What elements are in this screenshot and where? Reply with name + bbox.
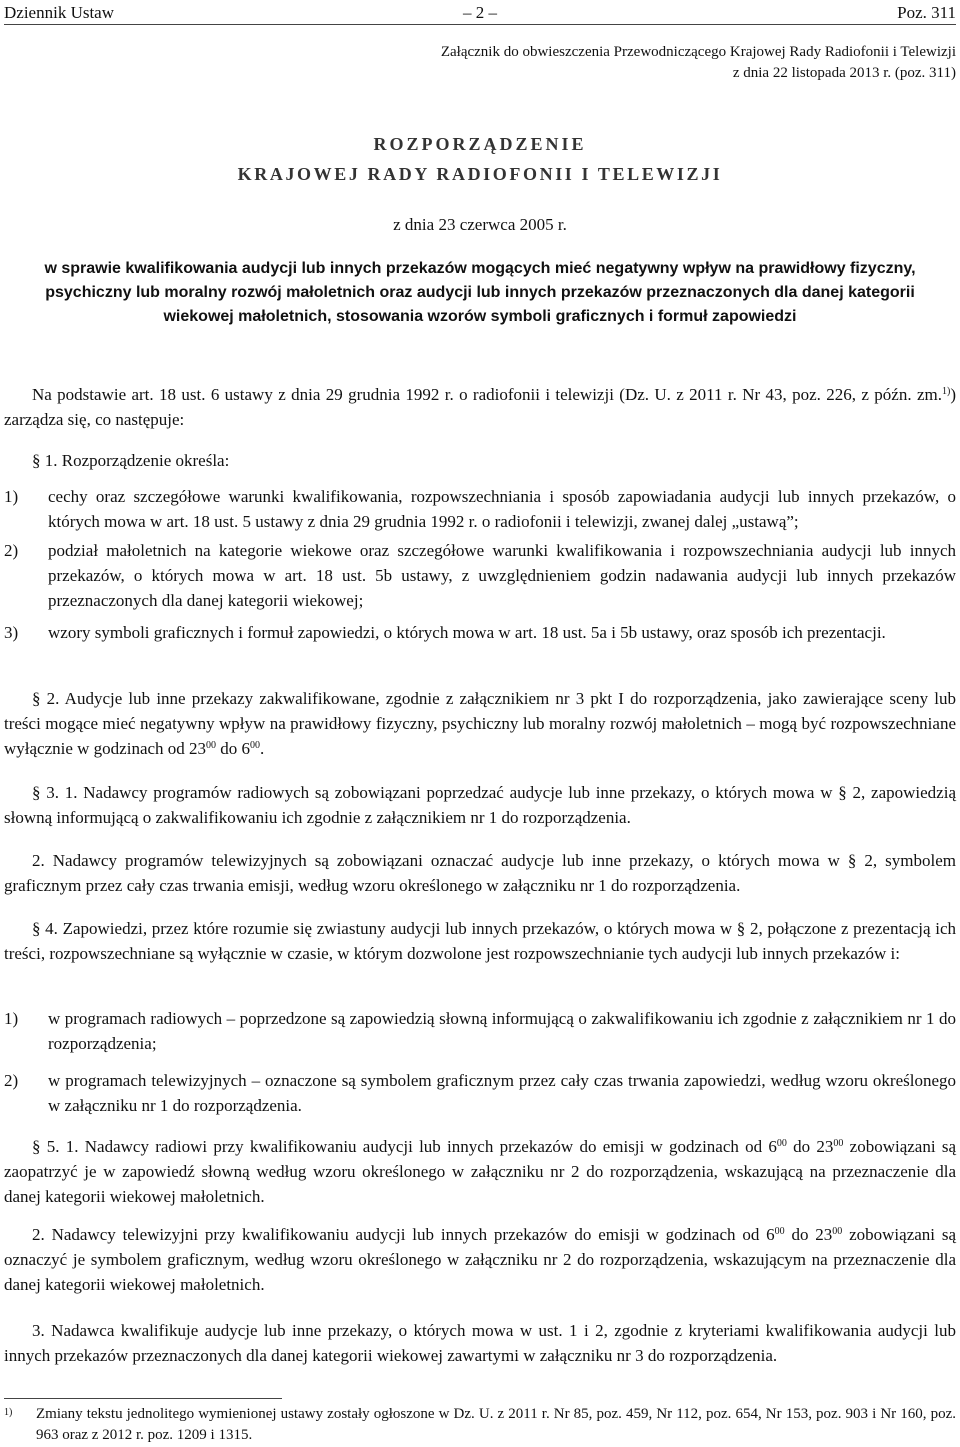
footnote-text: Zmiany tekstu jednolitego wymienionej ustawy zostały ogłoszone w Dz. U. z 2011 r. Nr 85, poz. 459, Nr 112, poz. 654, Nr 153, poz. 903 i Nr 160, poz. 963 oraz z 2012 r. poz. 1209 i 1315. [36, 1406, 956, 1443]
par5-ust2 [4, 1222, 956, 1297]
document-date: z dnia 23 czerwca 2005 r. [393, 215, 567, 234]
par1-item [4, 538, 956, 613]
par2 [4, 686, 956, 761]
par4-item [4, 1006, 956, 1056]
preamble [4, 382, 956, 432]
position-number: Poz. 311 [897, 3, 956, 22]
item-number: 1) [4, 487, 19, 506]
footnote-separator [4, 1398, 282, 1399]
par5-ust1-text: § 5. 1. Nadawcy radiowi przy kwalifikowaniu audycji lub innych przekazów do emisji w godzinach od 6 [32, 1137, 777, 1156]
par5-ust2-mid: do 23 [784, 1225, 833, 1244]
hour-minutes: 00 [832, 1226, 843, 1237]
item-number: 2) [4, 1071, 19, 1090]
preamble-tail: ) zarządza się, co następuje: [4, 385, 956, 429]
hour-minutes: 00 [250, 740, 261, 751]
hour-minutes: 00 [774, 1226, 785, 1237]
item-text: podział małoletnich na kategorie wiekowe oraz szczegółowe warunki kwalifikowania i rozpowszechniania audycji lub innych przekazów, o których mowa w art. 18 ust. 5b ustawy, z uwzględnieniem godzin nadawania audycji lub innych przekazów przeznaczonych dla danej kategorii wiekowej; [48, 541, 956, 610]
footnote [4, 1404, 956, 1446]
item-text: w programach telewizyjnych – oznaczone są symbolem graficznym przez cały czas trwania zapowiedzi, według wzoru określonego w załączniku nr 1 do rozporządzenia. [48, 1071, 956, 1115]
item-number: 3) [4, 623, 19, 642]
hour-minutes: 00 [206, 740, 217, 751]
document-type: ROZPORZĄDZENIE [373, 134, 587, 154]
issuing-authority: KRAJOWEJ RADY RADIOFONII I TELEWIZJI [237, 164, 723, 184]
par2-end: . [260, 739, 265, 758]
par2-mid: do 6 [216, 739, 251, 758]
par3-ust2: 2. Nadawcy programów telewizyjnych są zobowiązani oznaczać audycje lub inne przekazy, o których mowa w § 2, symbolem graficznym przez cały czas trwania emisji, według wzoru określonego w załączniku nr 1 do rozporządzenia. [4, 851, 956, 895]
item-text: wzory symboli graficznych i formuł zapowiedzi, o których mowa w art. 18 ust. 5a i 5b ustawy, oraz sposób ich prezentacji. [48, 623, 886, 642]
par5-ust3: 3. Nadawca kwalifikuje audycje lub inne przekazy, o których mowa w ust. 1 i 2, zgodnie z kryteriami kwalifikowania audycji lub innych przekazów przeznaczonych dla danej kategorii wiekowej zawartymi w załączniku nr 3 do rozporządzenia. [4, 1321, 956, 1365]
item-text: cechy oraz szczegółowe warunki kwalifikowania, rozpowszechniania i sposób zapowiadania audycji lub innych przekazów, o których mowa w art. 18 ust. 5 ustawy z dnia 29 grudnia 1992 r. o radiofonii i telewizji, zwanej dalej „ustawą”; [48, 487, 956, 531]
hour-minutes: 00 [776, 1138, 787, 1149]
par5-ust1 [4, 1134, 956, 1209]
document-subject: w sprawie kwalifikowania audycji lub innych przekazów mogących mieć negatywny wpływ na prawidłowy fizyczny, psychiczny lub moralny rozwój małoletnich oraz audycji lub innych przekazów przeznaczonych dla danej kategorii wiekowej małoletnich, stosowania wzorów symboli graficznych i formuł zapowiedzi [44, 260, 916, 325]
page-header [4, 0, 956, 25]
par3-ust1: § 3. 1. Nadawcy programów radiowych są zobowiązani poprzedzać audycje lub inne przekazy, o których mowa w § 2, zapowiedzią słowną informującą o zakwalifikowaniu ich zgodnie z załącznikiem nr 1 do rozporządzenia. [4, 783, 956, 827]
hour-minutes: 00 [833, 1138, 844, 1149]
item-text: w programach radiowych – poprzedzone są zapowiedzią słowną informującą o zakwalifikowaniu ich zgodnie z załącznikiem nr 1 do rozporządzenia; [48, 1009, 956, 1053]
par5-ust1-mid: do 23 [786, 1137, 834, 1156]
par5-ust2-text: 2. Nadawcy telewizyjni przy kwalifikowaniu audycji lub innych przekazów do emisji w godzinach od 6 [32, 1225, 775, 1244]
par1-item [4, 620, 956, 645]
par5-ust2-rest: zobowiązani są oznaczyć je symbolem graficznym, według wzoru określonego w załączniku nr 2 do rozporządzenia, wskazującym na przeznaczenie dla danej kategorii wiekowej małoletnich. [4, 1225, 956, 1294]
par4-intro: § 4. Zapowiedzi, przez które rozumie się zwiastuny audycji lub innych przekazów, o których mowa w § 2, połączone z prezentacją ich treści, rozpowszechniane są wyłącznie w czasie, w którym dozwolone jest rozpowszechnianie tych audycji lub innych przekazów i: [4, 919, 956, 963]
par5-ust1-rest: zobowiązani są zaopatrzyć je w zapowiedź słowną według wzoru określonego w załączniku nr 2 do rozporządzenia, wskazującą na przeznaczenie dla danej kategorii wiekowej małoletnich. [4, 1137, 956, 1206]
annex-note: Załącznik do obwieszczenia Przewodniczącego Krajowej Rady Radiofonii i Telewizji z dnia 22 listopada 2013 r. (poz. 311) [440, 44, 956, 81]
footnote-ref: 1) [941, 386, 951, 397]
footnote-mark: 1) [4, 1407, 13, 1418]
item-number: 1) [4, 1009, 19, 1028]
page-number: – 2 – [463, 3, 497, 22]
journal-name: Dziennik Ustaw [4, 3, 115, 22]
item-number: 2) [4, 541, 19, 560]
par2-text: § 2. Audycje lub inne przekazy zakwalifikowane, zgodnie z załącznikiem nr 3 pkt I do rozporządzenia, jako zawierające sceny lub treści mogące mieć negatywny wpływ na prawidłowy fizyczny, psychiczny lub moralny rozwój małoletnich – mogą być rozpowszechniane wyłącznie w godzinach od 23 [4, 689, 956, 758]
par1-intro: § 1. Rozporządzenie określa: [32, 451, 230, 470]
par4-item [4, 1068, 956, 1118]
par1-item [4, 484, 956, 534]
preamble-text: Na podstawie art. 18 ust. 6 ustawy z dnia 29 grudnia 1992 r. o radiofonii i telewizji (Dz. U. z 2011 r. Nr 43, poz. 226, z późn. zm. [32, 385, 942, 404]
